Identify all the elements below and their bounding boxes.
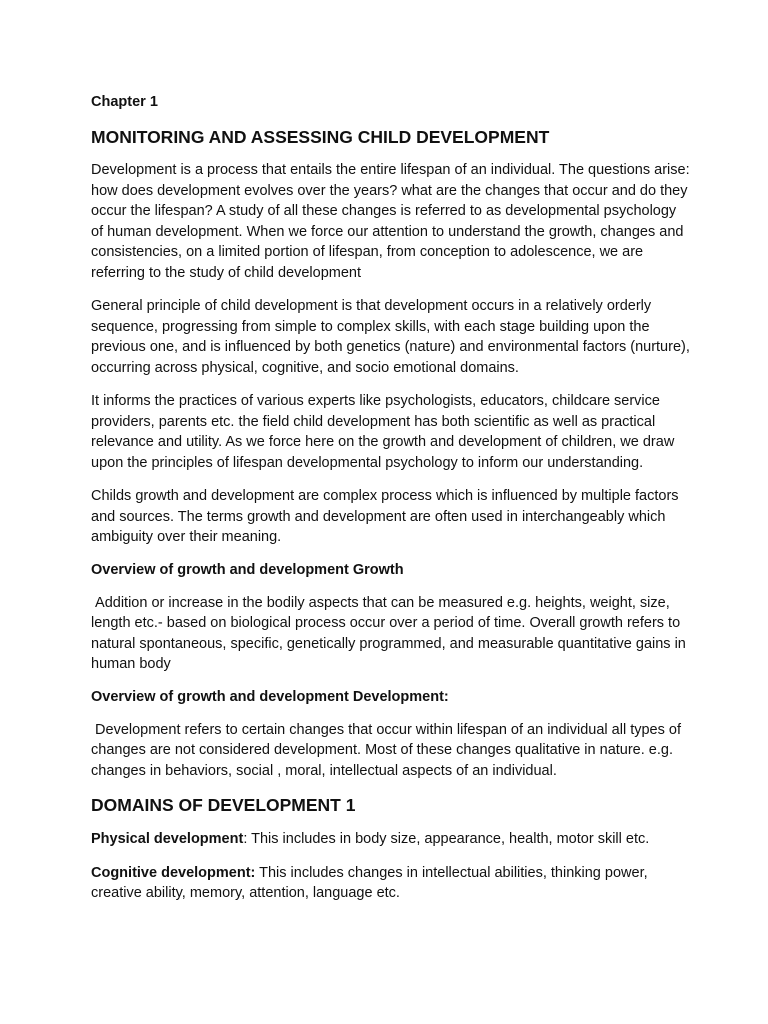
growth-paragraph: Addition or increase in the bodily aspects that can be measured e.g. heights, weight, size, length etc.- based on biological process occur over a period of time. Overall growth refers to natural spontaneous, specific, genetically programmed, and measurable quantitative gains in human body [91, 594, 690, 672]
paragraph-principle: General principle of child development is that development occurs in a relatively orderly sequence, progressing from simple to complex skills, with each stage building upon the previous one, and is influenced by both genetics (nature) and environmental factors (nurture), occurring across physical, cognitive, and socio emotional domains. [91, 298, 690, 376]
paragraph-practices: It informs the practices of various experts like psychologists, educators, childcare service providers, parents etc. the field child development has both scientific as well as practical relevance and utility. As we force here on the growth and development of children, we draw upon the principles of lifespan developmental psychology to inform our understanding. [91, 393, 675, 471]
development-paragraph: Development refers to certain changes that occur within lifespan of an individual all types of changes are not considered development. Most of these changes qualitative in nature. e.g. changes in behaviors, social , moral, intellectual aspects of an individual. [91, 721, 686, 779]
cognitive-development-text: This includes changes in intellectual abilities, thinking power, creative ability, memory, attention, language etc. [91, 864, 652, 901]
physical-development-item [91, 829, 691, 850]
domains-heading: DOMAINS OF DEVELOPMENT 1 [91, 795, 356, 815]
development-subheading: Overview of growth and development Development: [91, 688, 449, 705]
cognitive-development-term: Cognitive development: [91, 864, 256, 881]
growth-subheading: Overview of growth and development Growth [91, 561, 404, 578]
paragraph-growth-factors: Childs growth and development are complex process which is influenced by multiple factors and sources. The terms growth and development are often used in interchangeably which ambiguity over their meaning. [91, 488, 679, 545]
document-page [91, 93, 691, 904]
physical-development-text: : This includes in body size, appearance, health, motor skill etc. [243, 831, 650, 847]
cognitive-development-item [91, 863, 691, 904]
chapter-title: MONITORING AND ASSESSING CHILD DEVELOPMENT [91, 127, 550, 147]
paragraph-intro: Development is a process that entails the entire lifespan of an individual. The questions arise: how does development evolves over the years? what are the changes that occur and do they occur the lifespan? A study of all these changes is referred to as developmental psychology of human development. When we force our attention to understand the growth, changes and consistencies, on a limited portion of lifespan, from conception to adolescence, we are referring to the study of child development [91, 162, 690, 281]
chapter-label: Chapter 1 [91, 94, 158, 110]
physical-development-term: Physical development [91, 831, 244, 847]
